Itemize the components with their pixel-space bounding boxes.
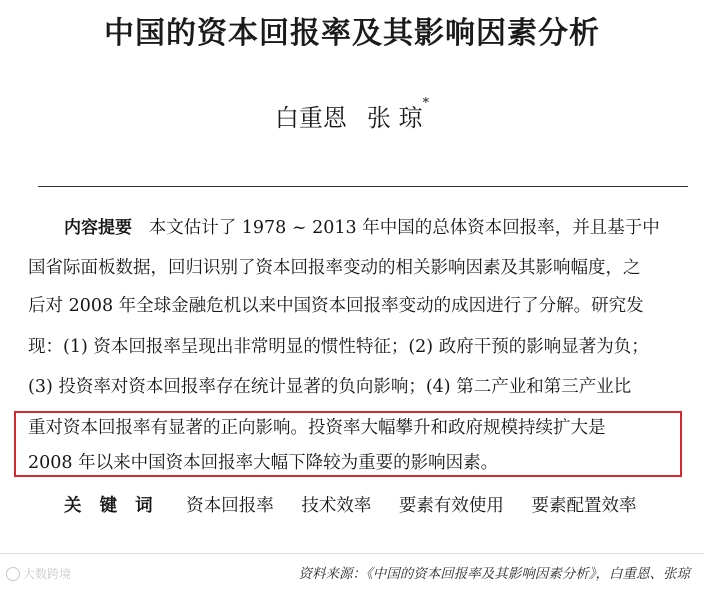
footer-divider	[0, 553, 704, 554]
keyword: 要素有效使用	[398, 496, 504, 516]
abstract-label: 内容提要	[64, 218, 132, 238]
abstract-line: 国省际面板数据，回归识别了资本回报率变动的相关影响因素及其影响幅度，之	[28, 258, 641, 278]
watermark	[6, 565, 71, 582]
keyword: 资本回报率	[186, 496, 274, 516]
keyword: 要素配置效率	[531, 496, 637, 516]
author-name: 张 琼	[366, 104, 423, 132]
abstract-line: 现：(1) 资本回报率呈现出非常明显的惯性特征；(2) 政府干预的影响显著为负；	[28, 337, 649, 357]
author-name: 白重恩	[274, 104, 347, 132]
keywords-label: 关 键 词	[64, 496, 159, 516]
keywords-row	[64, 494, 637, 518]
highlight-box	[14, 411, 682, 477]
paper-title: 中国的资本回报率及其影响因素分析	[104, 16, 600, 51]
abstract-line: 重对资本回报率有显著的正向影响。投资率大幅攀升和政府规模持续扩大是	[28, 418, 606, 438]
abstract-text: 本文估计了 1978 ~ 2013 年中国的总体资本回报率，并且基于中	[148, 218, 660, 238]
abstract-line: (3) 投资率对资本回报率存在统计显著的负向影响；(4) 第二产业和第三产业比	[28, 377, 632, 397]
title-divider	[38, 186, 688, 187]
source-caption: 资料来源：《中国的资本回报率及其影响因素分析》，白重恩、张琼	[298, 566, 690, 582]
keyword: 技术效率	[301, 496, 372, 516]
abstract-line: 后对 2008 年全球金融危机以来中国资本回报率变动的成因进行了分解。研究发	[28, 296, 644, 316]
abstract-line: 2008 年以来中国资本回报率大幅下降较为重要的影响因素。	[28, 453, 499, 473]
paper-authors	[0, 98, 704, 133]
watermark-text: 大数跨境	[23, 567, 72, 581]
author-footnote-mark: *	[422, 96, 430, 111]
abstract-line	[64, 216, 660, 240]
watermark-logo-icon	[6, 567, 20, 581]
